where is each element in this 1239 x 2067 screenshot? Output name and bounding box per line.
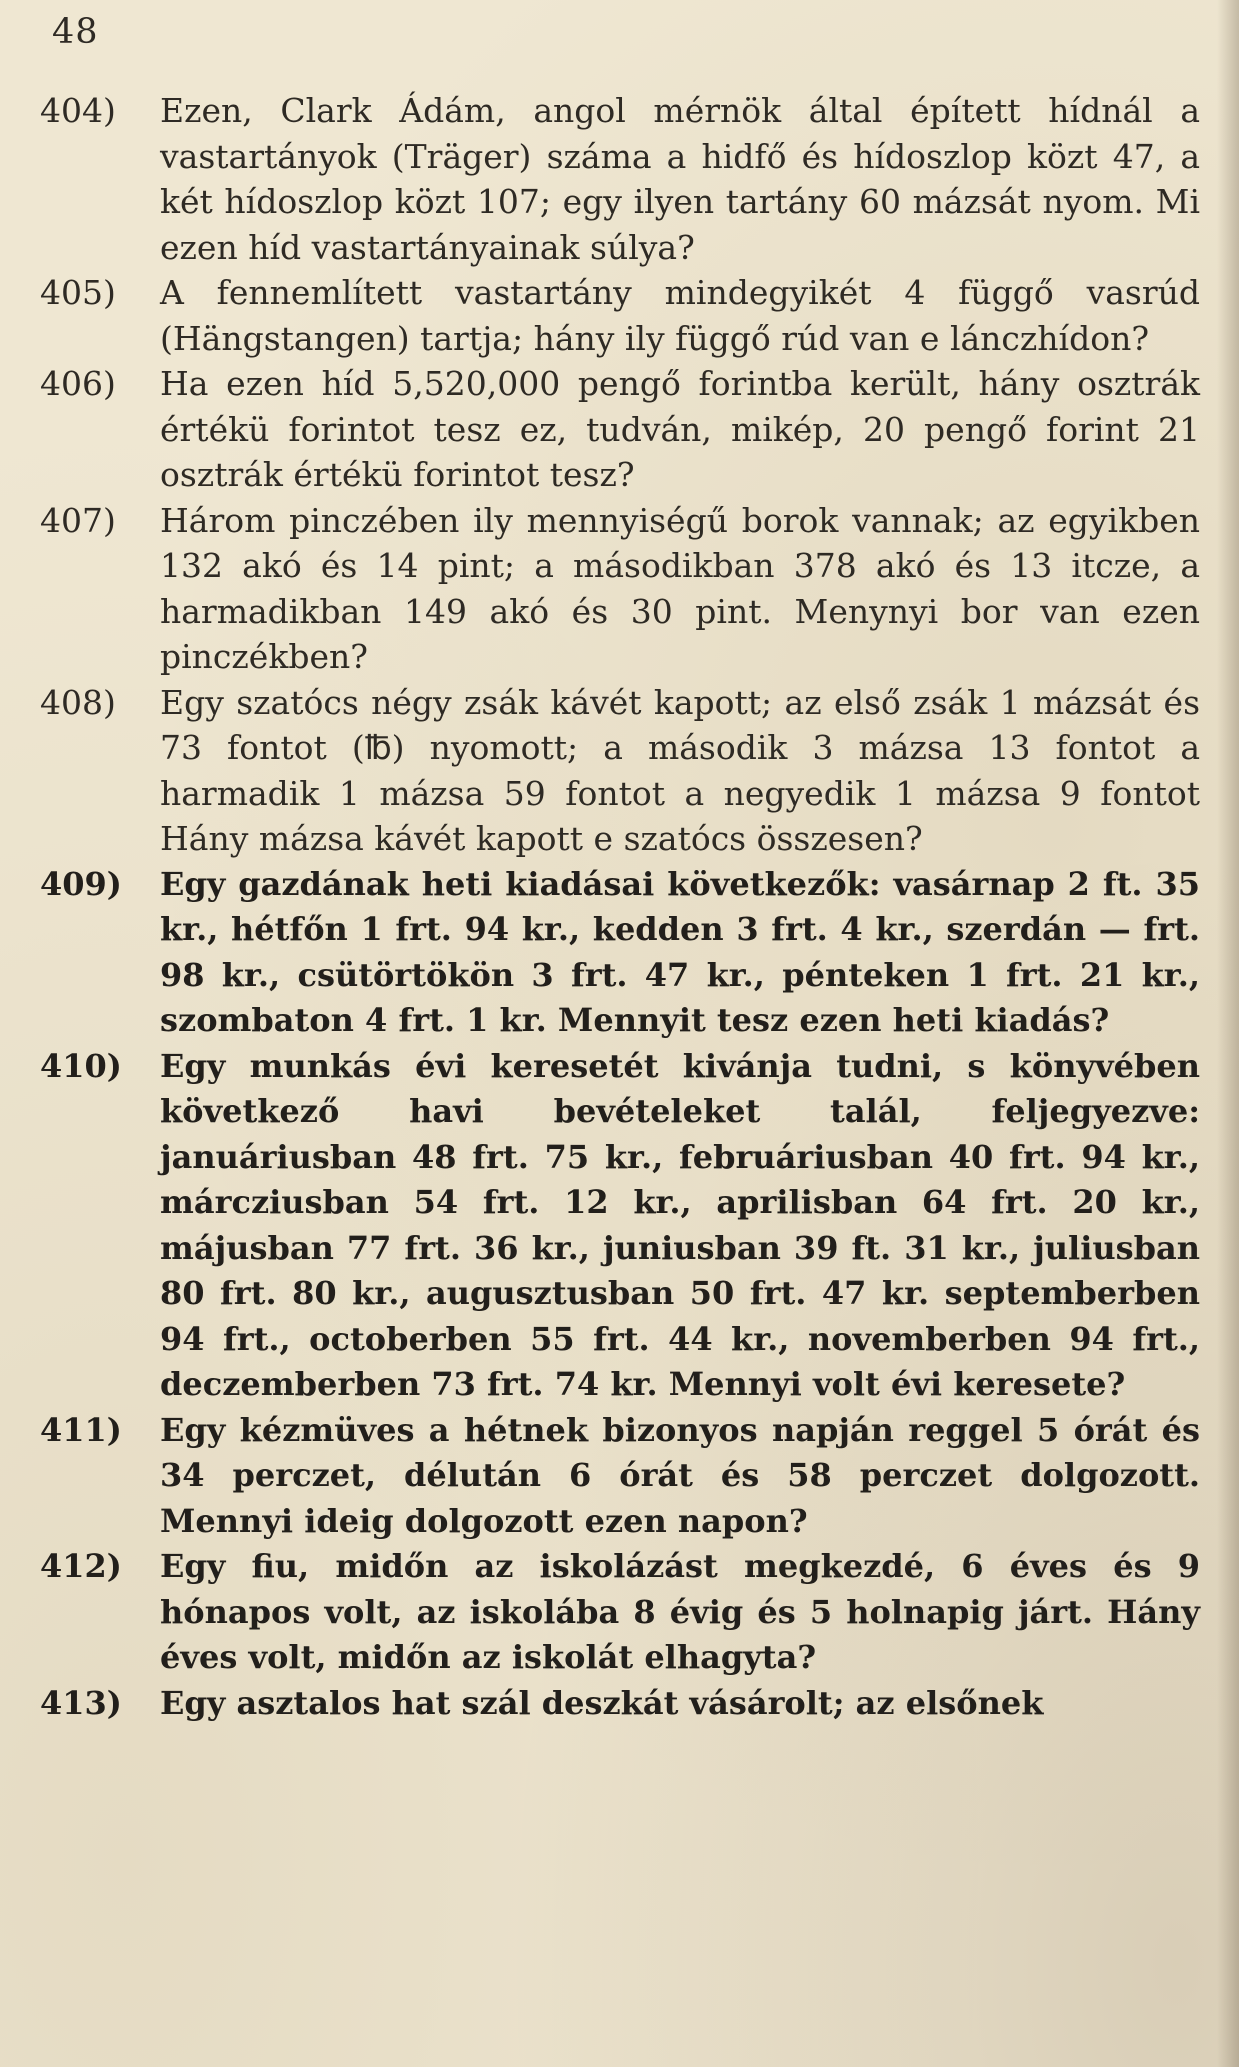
problem-number: 407) (40, 500, 116, 540)
page-edge-shadow (1217, 0, 1239, 2067)
problem-412 (40, 1544, 1200, 1681)
problem-number: 405) (40, 273, 116, 312)
problem-407 (40, 498, 1200, 680)
problem-text: Ezen, Clark Ádám, angol mérnök által épített hídnál a vastartányok (Träger) száma a hidfő és hídoszlop közt 47, a két hídoszlop közt 107; egy ilyen tartány 60 mázsát nyom. Mi ezen híd vastartányainak súlya? (160, 91, 1200, 267)
problem-number: 413) (40, 1683, 122, 1722)
problem-text: Három pinczében ily mennyiségű borok vannak; az egyikben 132 akó és 14 pint; a másodikban 378 akó és 13 itcze, a harmadikban 149 akó és 30 pint. Menynyi bor van ezen pinczékben? (160, 500, 1200, 676)
problem-409 (40, 862, 1200, 1044)
problem-text: Egy kézmüves a hétnek bizonyos napján reggel 5 órát és 34 perczet, délután 6 órát és 58 perczet dolgozott. Mennyi ideig dolgozott ezen napon? (160, 1410, 1200, 1540)
problem-number: 409) (40, 864, 122, 903)
problem-text: Egy gazdának heti kiadásai következők: vasárnap 2 ft. 35 kr., hétfőn 1 frt. 94 kr., kedden 3 frt. 4 kr., szerdán — frt. 98 kr., csütörtökön 3 frt. 47 kr., pénteken 1 frt. 21 kr., szombaton 4 frt. 1 kr. Mennyit tesz ezen heti kiadás? (160, 864, 1200, 1039)
problem-410 (40, 1044, 1200, 1408)
problem-408 (40, 680, 1200, 862)
problem-413 (40, 1681, 1200, 1727)
problem-number: 404) (40, 91, 116, 130)
problem-405 (40, 270, 1200, 361)
problem-list (40, 88, 1200, 1726)
problem-411 (40, 1408, 1200, 1545)
problem-text: Egy fiu, midőn az iskolázást megkezdé, 6 éves és 9 hónapos volt, az iskolába 8 évig és 5 holnapig járt. Hány éves volt, midőn az iskolát elhagyta? (160, 1547, 1200, 1676)
problem-text: Egy szatócs négy zsák kávét kapott; az első zsák 1 mázsát és 73 fontot (℔) nyomott; a második 3 mázsa 13 fontot a harmadik 1 mázsa 59 fontot a negyedik 1 mázsa 9 fontot Hány mázsa kávét kapott e szatócs összesen? (160, 682, 1200, 858)
problem-text: A fennemlített vastartány mindegyikét 4 függő vasrúd (Hängstangen) tartja; hány ily függő rúd van e lánczhídon? (160, 273, 1200, 358)
problem-number: 411) (40, 1410, 122, 1449)
problem-404 (40, 88, 1200, 270)
problem-text: Ha ezen híd 5,520,000 pengő forintba került, hány osztrák értékü forintot tesz ez, tudván, mikép, 20 pengő forint 21 osztrák értékü forintot tesz? (160, 364, 1200, 494)
problem-number: 408) (40, 682, 116, 722)
page-number: 48 (52, 12, 99, 52)
problem-text: Egy asztalos hat szál deszkát vásárolt; az elsőnek (160, 1683, 1044, 1722)
problem-number: 412) (40, 1547, 122, 1585)
problem-number: 410) (40, 1046, 122, 1085)
problem-text: Egy munkás évi keresetét kivánja tudni, s könyvében következő havi bevételeket talál, feljegyezve: januáriusban 48 frt. 75 kr., februáriusban 40 frt. 94 kr., márcziusban 54 frt. 12 kr., aprilisban 64 frt. 20 kr., májusban 77 frt. 36 kr., juniusban 39 ft. 31 kr., juliusban 80 frt. 80 kr., augusztusban 50 frt. 47 kr. septemberben 94 frt., octoberben 55 frt. 44 kr., novemberben 94 frt., deczemberben 73 frt. 74 kr. Mennyi volt évi keresete? (160, 1046, 1200, 1403)
problem-406 (40, 361, 1200, 498)
problem-number: 406) (40, 364, 116, 403)
